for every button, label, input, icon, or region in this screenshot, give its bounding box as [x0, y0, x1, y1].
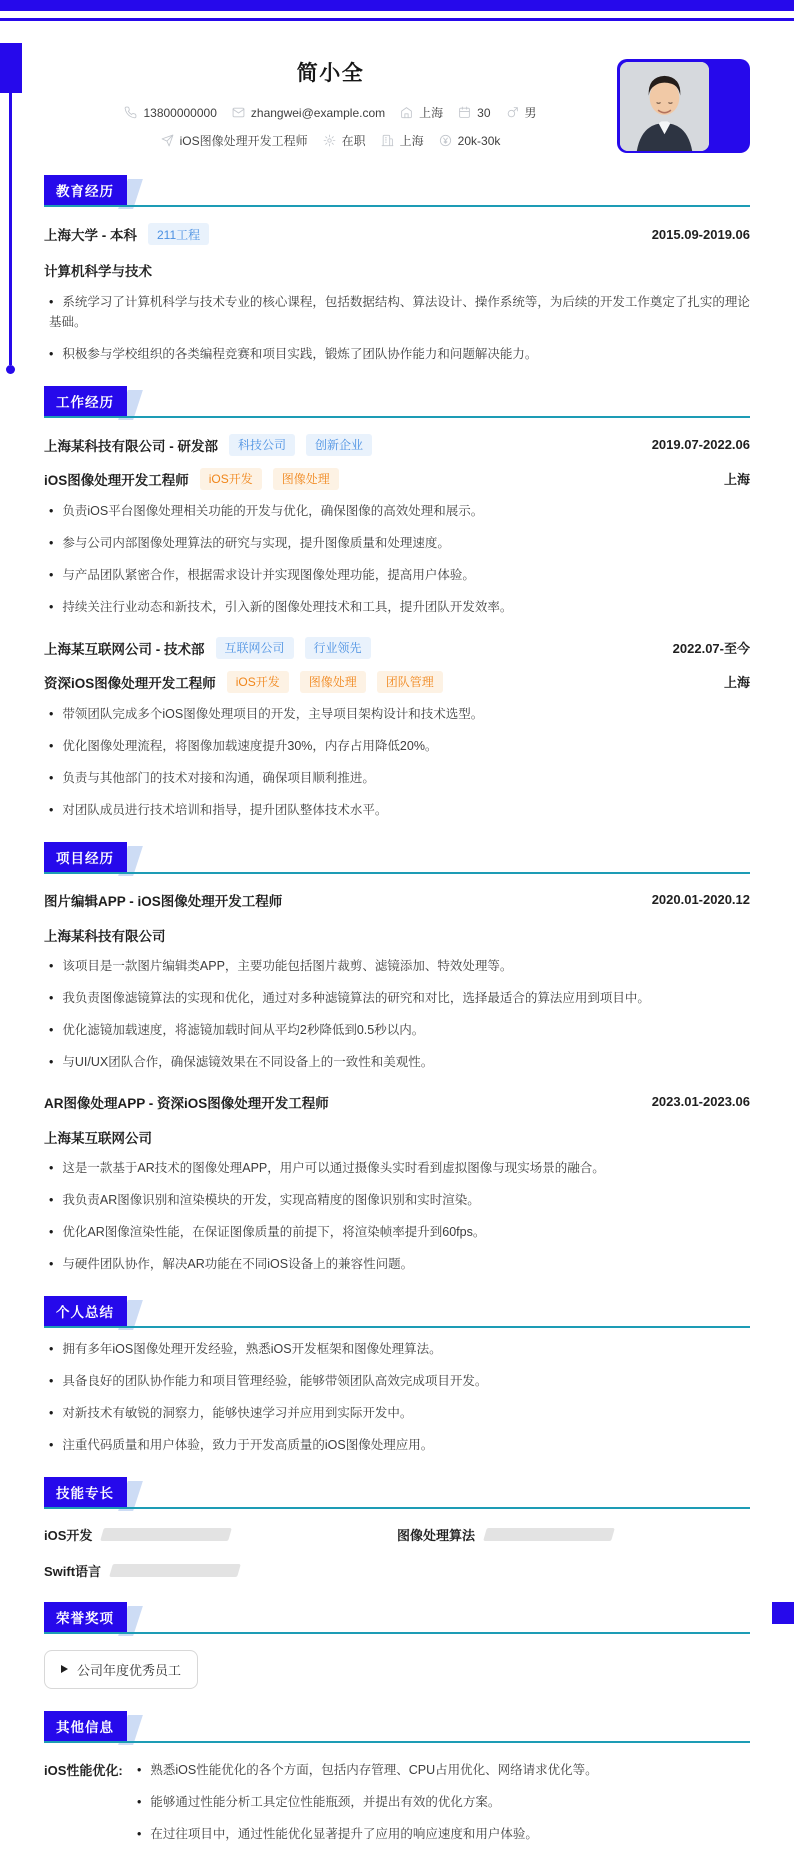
projects-section-head	[44, 842, 750, 874]
other-info-label: iOS性能优化:	[44, 1763, 123, 1779]
profile-photo-frame	[617, 59, 750, 153]
company-row	[44, 434, 750, 456]
section-projects	[44, 842, 750, 1274]
contact-status	[323, 132, 366, 149]
list-item: • 在过往项目中，通过性能优化显著提升了应用的响应速度和用户体验。	[132, 1824, 750, 1844]
work-location: 上海	[723, 472, 750, 488]
contact-work-city-text: 上海	[399, 134, 424, 148]
project-date: 2020.01-2020.12	[651, 892, 750, 908]
work-section-badge: 工作经历	[44, 386, 127, 416]
honors-section-head	[44, 1602, 750, 1634]
list-item: • 熟悉iOS性能优化的各个方面，包括内存管理、CPU占用优化、网络请求优化等。	[132, 1760, 750, 1780]
list-item: • 能够通过性能分析工具定位性能瓶颈，并提出有效的优化方案。	[132, 1792, 750, 1812]
contact-row-1	[44, 104, 617, 121]
resume-name: 简小全	[296, 62, 365, 85]
education-entry-row	[44, 223, 750, 245]
contact-city	[400, 104, 443, 121]
project-title-row	[44, 1092, 750, 1112]
work-entry-2	[44, 637, 750, 820]
honor-label: 公司年度优秀员工	[77, 1662, 182, 1678]
skills-section-badge: 技能专长	[44, 1477, 127, 1507]
resume-header	[44, 55, 750, 153]
portrait-illustration	[620, 62, 709, 151]
company-name: 上海某互联网公司 - 技术部	[44, 641, 205, 657]
other-section-head	[44, 1711, 750, 1743]
section-summary	[44, 1296, 750, 1455]
contact-age	[458, 106, 490, 120]
contact-gender-text: 男	[524, 106, 537, 120]
contact-age-text: 30	[477, 105, 491, 120]
contact-row-2	[44, 132, 617, 149]
skill-bar	[101, 1528, 233, 1541]
work-section-head	[44, 386, 750, 418]
summary-bullets	[44, 1339, 750, 1455]
contact-city-text: 上海	[419, 106, 444, 120]
section-honors	[44, 1602, 750, 1689]
vline-end-dot	[6, 365, 15, 374]
list-item: • 对新技术有敏锐的洞察力，能够快速学习并应用到实际开发中。	[44, 1403, 750, 1423]
contact-status-text: 在职	[341, 134, 366, 148]
education-date: 2015.09-2019.06	[651, 226, 750, 242]
project-title-row	[44, 890, 750, 910]
school-name: 上海大学 - 本科	[44, 228, 137, 243]
skill-item	[44, 1525, 397, 1544]
summary-section-head	[44, 1296, 750, 1328]
company-name: 上海某科技有限公司 - 研发部	[44, 438, 218, 454]
phone-icon	[124, 106, 137, 119]
contact-salary-text: 20k-30k	[457, 133, 501, 148]
list-item: • 优化图像处理流程，将图像加载速度提升30%，内存占用降低20%。	[44, 736, 750, 756]
list-item: • 系统学习了计算机科学与技术专业的核心课程，包括数据结构、算法设计、操作系统等，为后续的开发工作奠定了扎实的理论基础。	[44, 292, 750, 333]
contact-job	[161, 132, 308, 149]
contact-phone	[124, 106, 216, 120]
role-tag: 图像处理	[273, 468, 339, 490]
other-info-row	[44, 1749, 750, 1856]
skill-item	[397, 1525, 750, 1544]
company-tag: 行业领先	[305, 637, 371, 659]
bottom-accent-square	[772, 1602, 794, 1624]
job-icon	[161, 134, 174, 147]
list-item: • 我负责图像滤镜算法的实现和优化，通过对多种滤镜算法的研究和对比，选择最适合的算法应用到项目中。	[44, 988, 750, 1008]
contact-email	[232, 106, 385, 120]
section-skills	[44, 1477, 750, 1580]
other-bullets	[132, 1749, 750, 1856]
list-item: • 注重代码质量和用户体验，致力于开发高质量的iOS图像处理应用。	[44, 1435, 750, 1455]
list-item: • 拥有多年iOS图像处理开发经验，熟悉iOS开发框架和图像处理算法。	[44, 1339, 750, 1359]
work-entry-1	[44, 434, 750, 617]
top-accent-line	[0, 18, 794, 21]
work-bullets	[44, 501, 750, 617]
list-item: • 优化AR图像渲染性能，在保证图像质量的前提下，将渲染帧率提升到60fps。	[44, 1222, 750, 1242]
salary-icon	[439, 134, 452, 147]
section-work	[44, 386, 750, 820]
skill-bar	[109, 1564, 241, 1577]
resume-page	[0, 55, 794, 1856]
work-date: 2019.07-2022.06	[651, 437, 750, 453]
project-entry-2	[44, 1092, 750, 1274]
project-entry-1	[44, 890, 750, 1072]
company-tag: 创新企业	[306, 434, 372, 456]
list-item: • 负责与其他部门的技术对接和沟通，确保项目顺利推进。	[44, 768, 750, 788]
project-date: 2023.01-2023.06	[651, 1094, 750, 1110]
contact-email-text: zhangwei@example.com	[250, 105, 386, 120]
skill-grid	[44, 1525, 750, 1580]
list-item: • 我负责AR图像识别和渲染模块的开发，实现高精度的图像识别和实时渲染。	[44, 1190, 750, 1210]
role-tag: iOS开发	[200, 468, 262, 490]
contact-work-city	[381, 132, 424, 149]
education-bullets	[44, 292, 750, 364]
honors-section-badge: 荣誉奖项	[44, 1602, 127, 1632]
honor-badge-button[interactable]	[44, 1650, 198, 1689]
contact-salary	[439, 134, 501, 148]
contact-phone-text: 13800000000	[143, 105, 217, 120]
list-item: • 这是一款基于AR技术的图像处理APP，用户可以通过摄像头实时看到虚拟图像与现实场景的融合。	[44, 1158, 750, 1178]
work-bullets	[44, 704, 750, 820]
list-item: • 参与公司内部图像处理算法的研究与实现，提升图像质量和处理速度。	[44, 533, 750, 553]
company-tag: 互联网公司	[216, 637, 294, 659]
project-company: 上海某互联网公司	[44, 1130, 152, 1146]
company-row	[44, 637, 750, 659]
education-section-badge: 教育经历	[44, 175, 127, 205]
list-item: • 具备良好的团队协作能力和项目管理经验，能够带领团队高效完成项目开发。	[44, 1371, 750, 1391]
school-tag: 211工程	[148, 223, 209, 245]
work-date: 2022.07-至今	[672, 641, 750, 657]
left-accent-rect	[0, 43, 22, 93]
other-section-badge: 其他信息	[44, 1711, 127, 1741]
role-tag: 团队管理	[377, 671, 443, 693]
profile-photo	[620, 62, 709, 151]
home-icon	[400, 106, 413, 119]
city-icon	[381, 134, 394, 147]
project-bullets	[44, 1158, 750, 1274]
list-item: • 负责iOS平台图像处理相关功能的开发与优化，确保图像的高效处理和展示。	[44, 501, 750, 521]
gender-icon	[506, 106, 519, 119]
skill-bar	[483, 1528, 615, 1541]
contact-job-text: iOS图像处理开发工程师	[179, 134, 308, 148]
skill-label: 图像处理算法	[397, 1527, 476, 1543]
role-name: 资深iOS图像处理开发工程师	[44, 675, 216, 691]
skill-label: Swift语言	[44, 1563, 102, 1579]
major-name: 计算机科学与技术	[44, 264, 152, 279]
role-tag: 图像处理	[300, 671, 366, 693]
company-tag: 科技公司	[229, 434, 295, 456]
left-accent-vline	[9, 93, 12, 365]
projects-section-badge: 项目经历	[44, 842, 127, 872]
calendar-icon	[458, 106, 471, 119]
project-bullets	[44, 956, 750, 1072]
skill-label: iOS开发	[44, 1527, 93, 1543]
list-item: • 优化滤镜加载速度，将滤镜加载时间从平均2秒降低到0.5秒以内。	[44, 1020, 750, 1040]
play-icon	[61, 1665, 68, 1673]
list-item: • 与产品团队紧密合作，根据需求设计并实现图像处理功能，提高用户体验。	[44, 565, 750, 585]
contact-gender	[506, 104, 537, 121]
summary-section-badge: 个人总结	[44, 1296, 127, 1326]
role-row	[44, 671, 750, 693]
project-title: AR图像处理APP - 资深iOS图像处理开发工程师	[44, 1095, 329, 1111]
list-item: • 持续关注行业动态和新技术，引入新的图像处理技术和工具，提升团队开发效率。	[44, 597, 750, 617]
work-location: 上海	[723, 675, 750, 691]
list-item: • 对团队成员进行技术培训和指导，提升团队整体技术水平。	[44, 800, 750, 820]
status-icon	[323, 134, 336, 147]
skills-section-head	[44, 1477, 750, 1509]
role-name: iOS图像处理开发工程师	[44, 472, 189, 488]
list-item: • 积极参与学校组织的各类编程竞赛和项目实践，锻炼了团队协作能力和问题解决能力。	[44, 344, 750, 364]
list-item: • 与UI/UX团队合作，确保滤镜效果在不同设备上的一致性和美观性。	[44, 1052, 750, 1072]
role-row	[44, 468, 750, 490]
mail-icon	[232, 106, 245, 119]
section-education	[44, 175, 750, 364]
section-other	[44, 1711, 750, 1856]
role-tag: iOS开发	[227, 671, 289, 693]
project-title: 图片编辑APP - iOS图像处理开发工程师	[44, 893, 283, 909]
skill-item	[44, 1561, 397, 1580]
list-item: • 该项目是一款图片编辑类APP，主要功能包括图片裁剪、滤镜添加、特效处理等。	[44, 956, 750, 976]
education-section-head	[44, 175, 750, 207]
list-item: • 与硬件团队协作，解决AR功能在不同iOS设备上的兼容性问题。	[44, 1254, 750, 1274]
top-accent-bar	[0, 0, 794, 11]
list-item: • 带领团队完成多个iOS图像处理项目的开发，主导项目架构设计和技术选型。	[44, 704, 750, 724]
project-company: 上海某科技有限公司	[44, 928, 166, 944]
